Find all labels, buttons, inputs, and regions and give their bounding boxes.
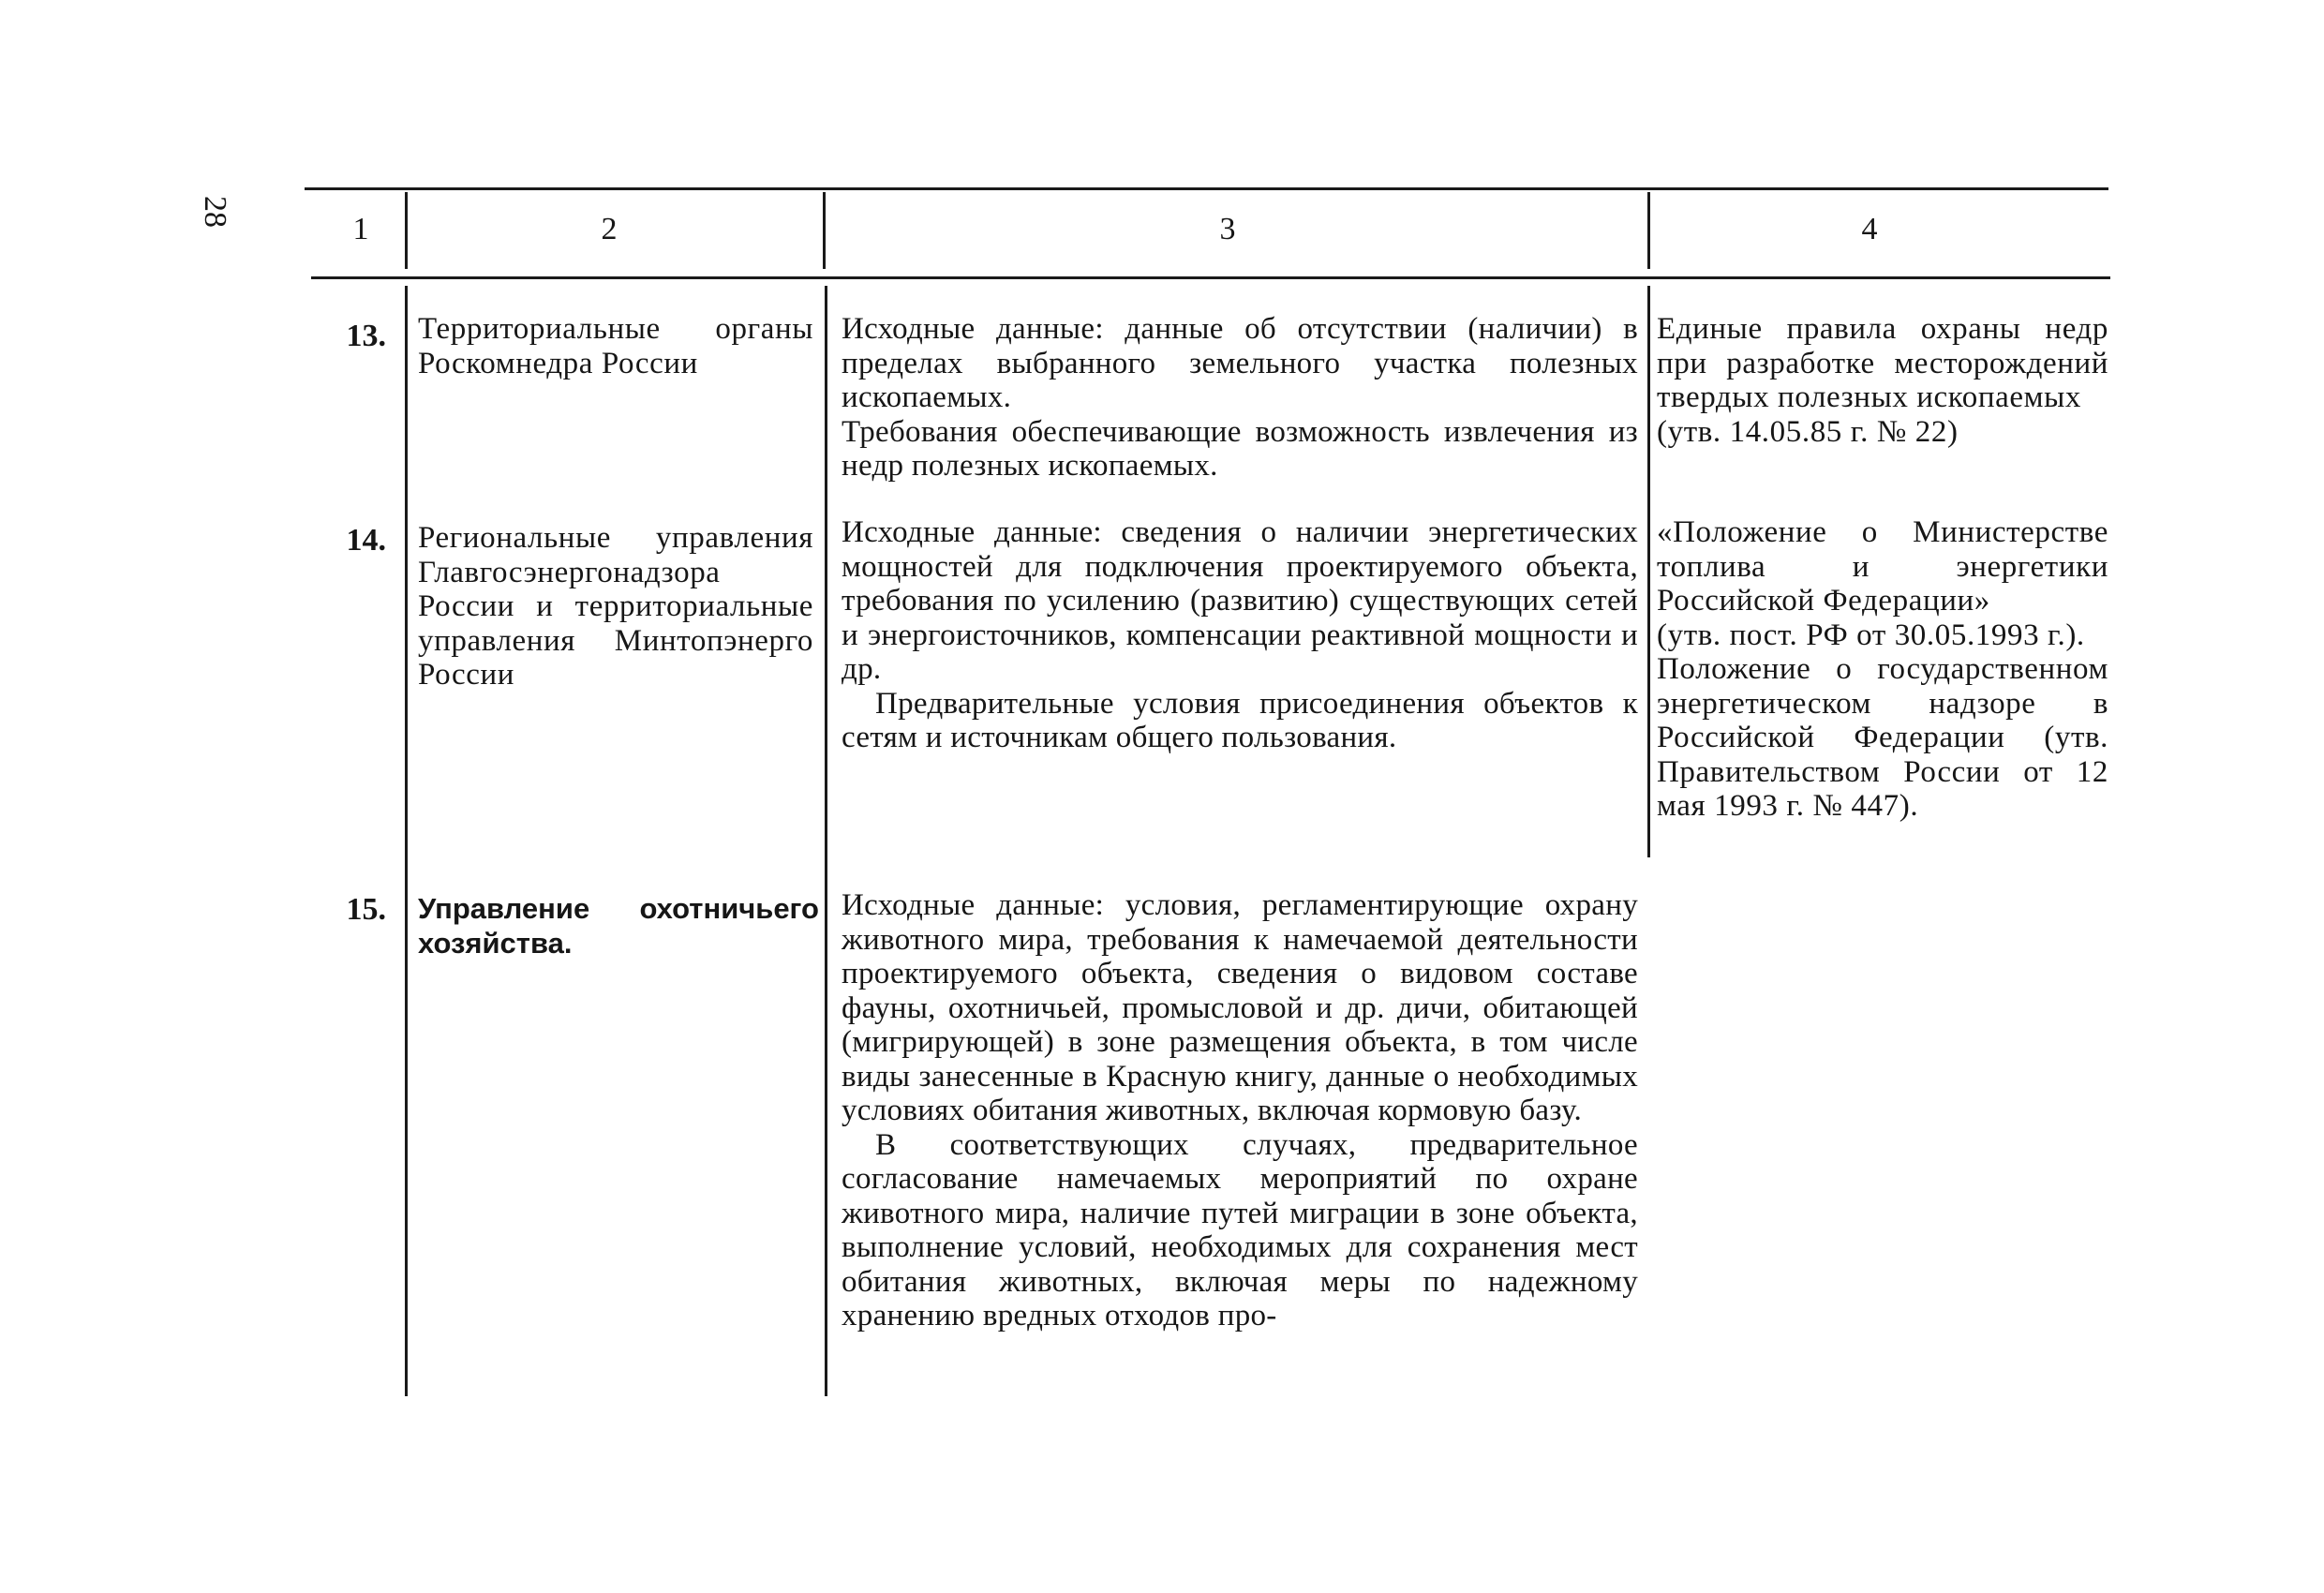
- organization-cell: [418, 312, 813, 380]
- row-number: 15.: [346, 892, 386, 927]
- requirements-paragraph: Предварительные условия присоединения объектов к сетям и источникам общего пользования.: [842, 686, 1638, 754]
- row-number: 13.: [346, 319, 386, 353]
- requirements-cell: [842, 515, 1638, 755]
- document-reference: (утв. 14.05.85 г. № 22): [1657, 414, 1959, 449]
- organization-text: Управление охотничьего хозяйства.: [418, 892, 819, 960]
- organization-text: Территориальные органы Роскомнедра России: [418, 312, 813, 380]
- header-divider-3: [1647, 192, 1650, 269]
- body-divider-3: [1647, 286, 1650, 857]
- table-header-rule: [311, 276, 2110, 279]
- column-header-4: 4: [1861, 212, 1878, 246]
- table-top-rule: [305, 187, 2108, 190]
- requirements-paragraph: В соответствующих случаях, предварительное согласование намечаемых мероприятий по охране животного мира, наличие путей миграции в зоне объекта, выполнение условий, необходимых для сохранения мест обитания животных, включая меры по надежному хранению вредных отходов про-: [842, 1127, 1638, 1332]
- organization-text: Региональные управления Главгосэнергонадзора России и территориальные управления Минтопэнерго России: [418, 521, 813, 692]
- documents-cell: [1657, 312, 2108, 449]
- organization-cell: [418, 892, 819, 960]
- requirements-paragraph: Исходные данные: условия, регламентирующие охрану животного мира, требования к намечаемой деятельности проектируемого объекта, сведения о видовом составе фауны, охотничьей, промысловой и др. дичи, обитающей (мигрирующей) в зоне размещения объекта, в том числе виды занесенные в Красную книгу, данные о необходимых условиях обитания животных, включая кормовую базу.: [842, 888, 1638, 1127]
- requirements-cell: [842, 312, 1638, 484]
- column-header-2: 2: [601, 212, 618, 246]
- document-reference: «Положение о Министерстве топлива и энергетики Российской Федерации»: [1657, 515, 2108, 618]
- column-header-3: 3: [1219, 212, 1236, 246]
- document-reference: Единые правила охраны недр при разработке месторождений твердых полезных ископаемых: [1657, 312, 2108, 414]
- organization-cell: [418, 521, 813, 692]
- row-number: 14.: [346, 523, 386, 558]
- document-reference: (утв. пост. РФ от 30.05.1993 г.).: [1657, 618, 2085, 652]
- page-number: 28: [198, 196, 232, 228]
- header-divider-1: [405, 192, 408, 269]
- requirements-paragraph: Исходные данные: данные об отсутствии (наличии) в пределах выбранного земельного участка полезных ископаемых.: [842, 312, 1638, 414]
- requirements-cell: [842, 888, 1638, 1333]
- header-divider-2: [823, 192, 826, 269]
- column-header-1: 1: [352, 212, 369, 246]
- requirements-paragraph: Исходные данные: сведения о наличии энергетических мощностей для подключения проектируемого объекта, требования по усилению (развитию) существующих сетей и энергоисточников, компенсации реактивной мощности и др.: [842, 515, 1638, 686]
- document-reference: Положение о государственном энергетическом надзоре в Российской Федерации (утв. Правительством России от 12 мая 1993 г. № 447).: [1657, 652, 2108, 823]
- requirements-paragraph: Требования обеспечивающие возможность извлечения из недр полезных ископаемых.: [842, 414, 1638, 483]
- body-divider-1: [405, 286, 408, 1396]
- documents-cell: [1657, 515, 2108, 824]
- body-divider-2: [825, 286, 827, 1396]
